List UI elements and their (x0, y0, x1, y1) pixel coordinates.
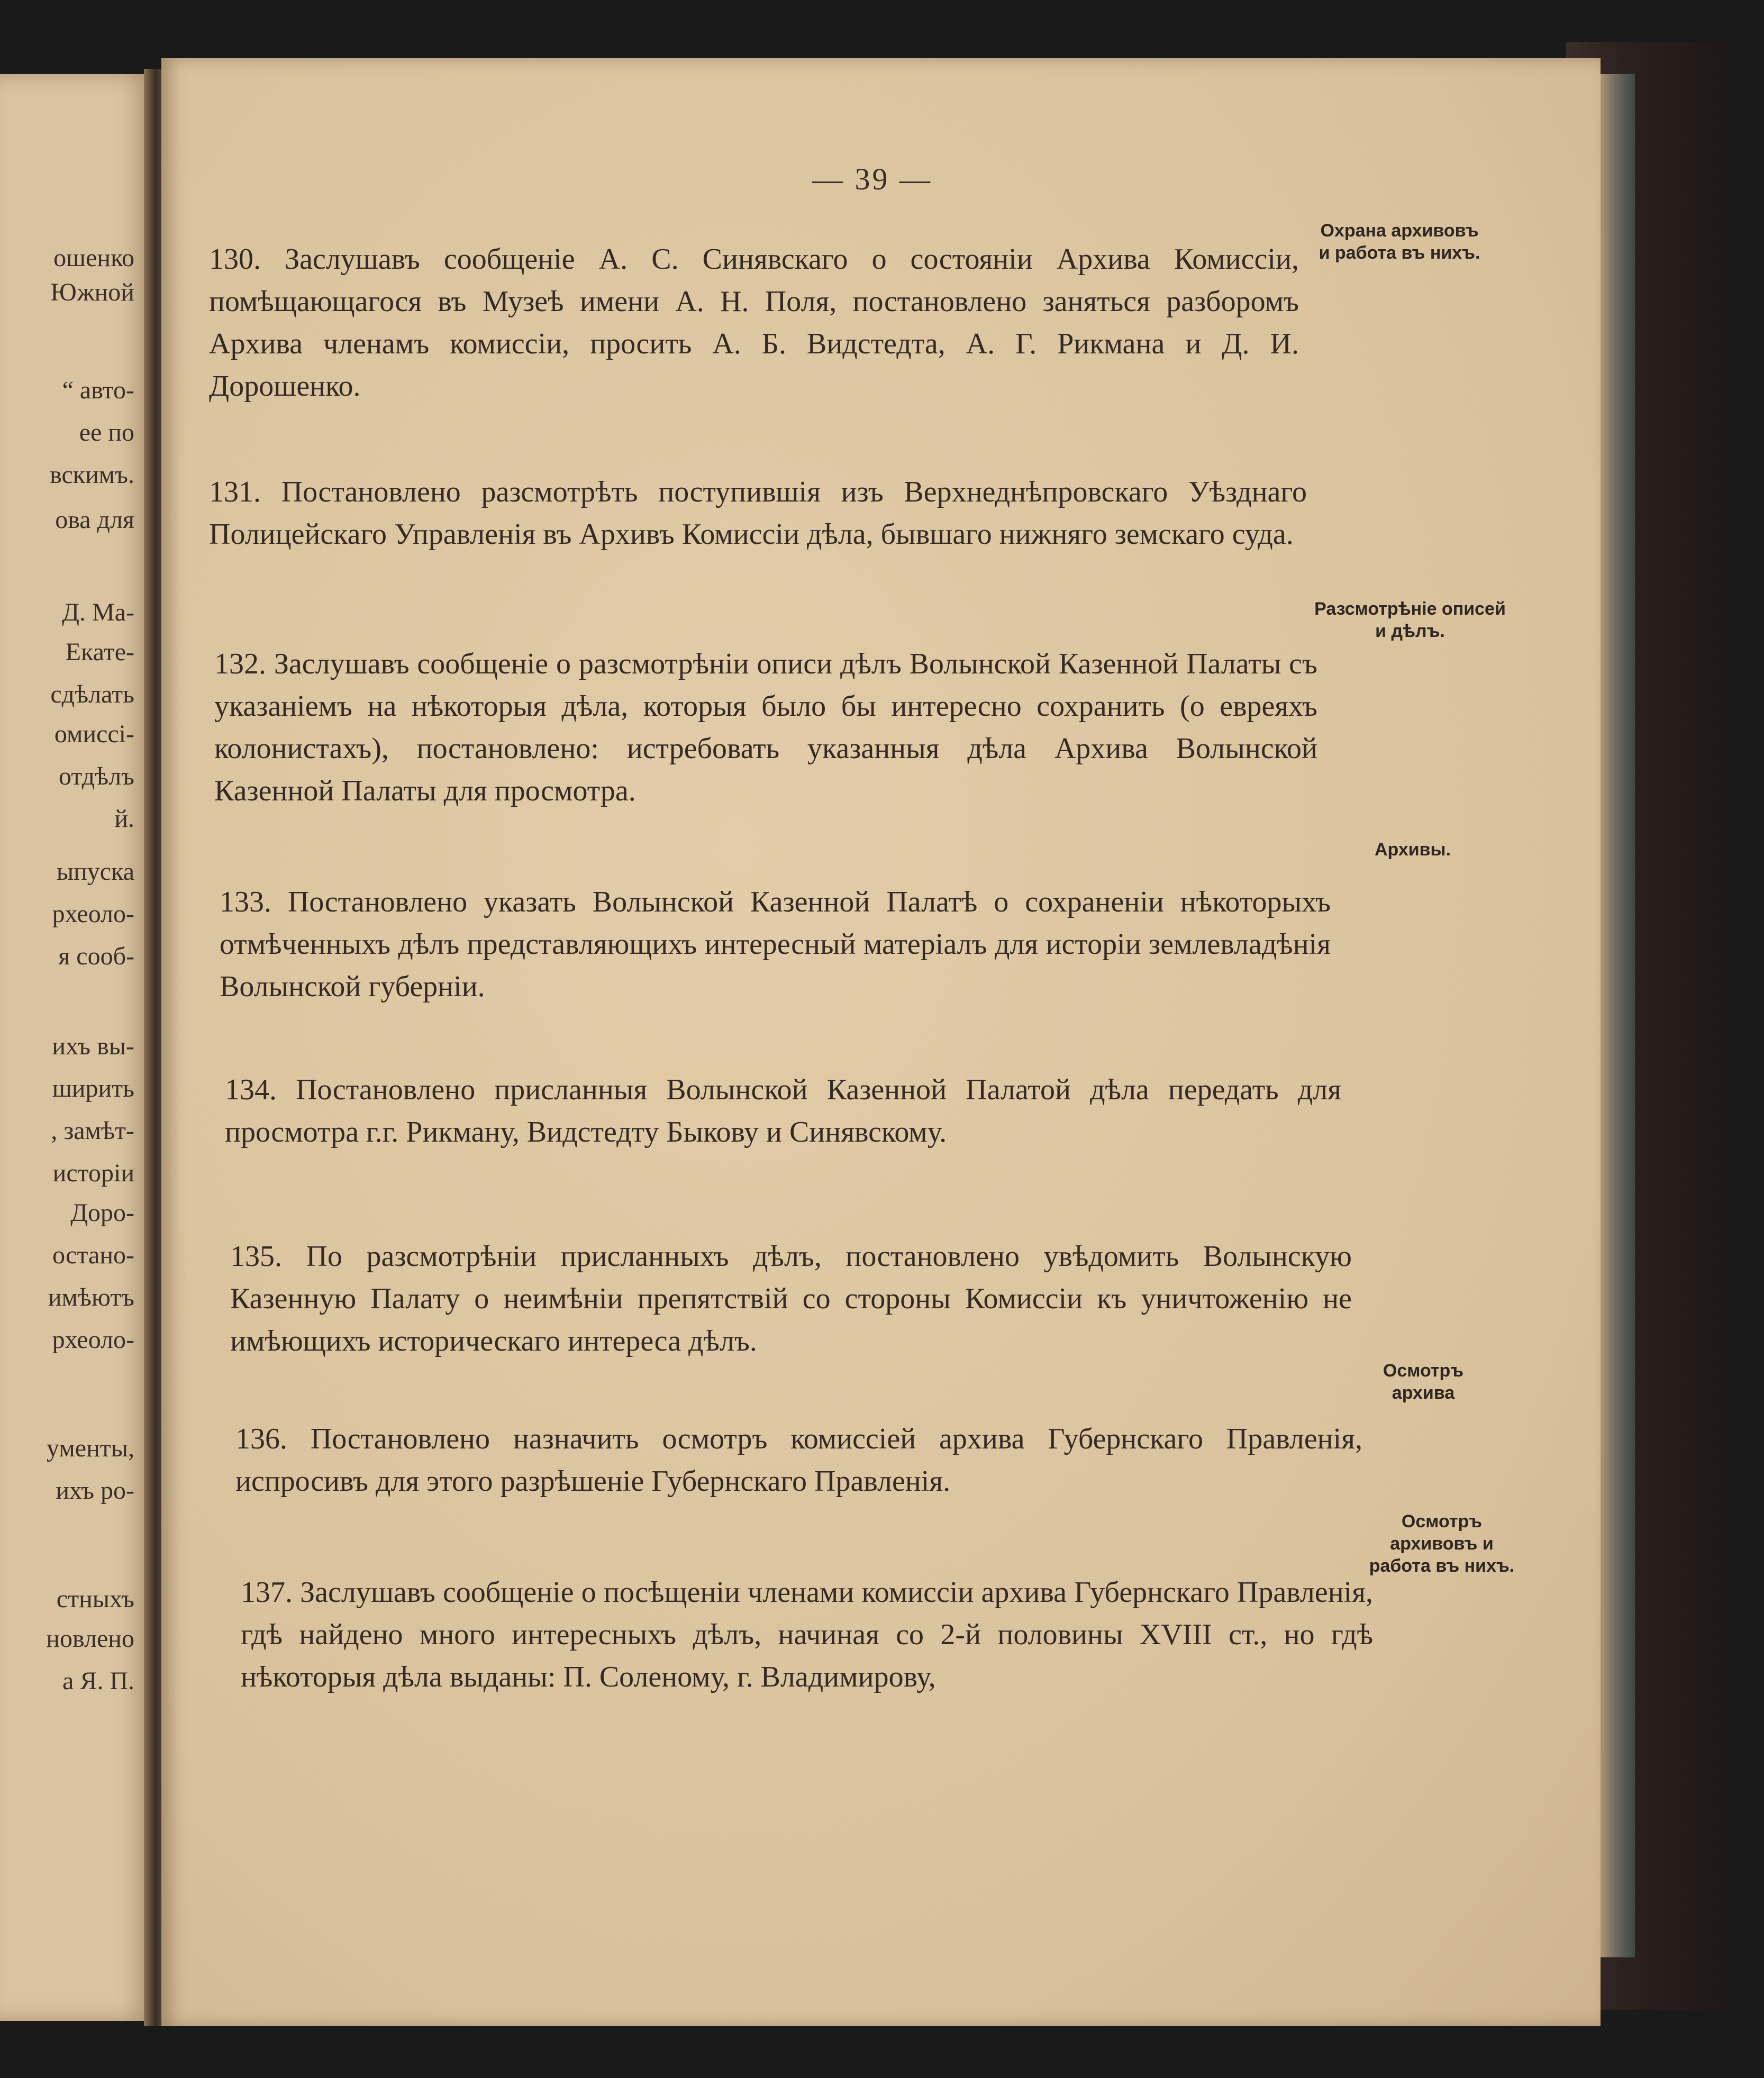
paragraph-136: 136. Постановлено назначить осмотръ комиссіей архива Губернскаго Правленія, испросивъ для этого разрѣшеніе Губернскаго Правленія. (235, 1423, 1362, 1498)
previous-page-line: Екате- (65, 638, 134, 666)
previous-page-line: “ авто- (62, 376, 134, 404)
previous-page-line: вскимъ. (50, 461, 134, 489)
previous-page-line: , замѣт- (51, 1117, 134, 1145)
previous-page-line: Доро- (70, 1199, 134, 1227)
paragraph-137: 137. Заслушавъ сообщеніе о посѣщеніи членами комиссіи архива Губернскаго Правленія, гдѣ найдено много интересныхъ дѣлъ, начиная со 2-й половины XVIII ст., но гдѣ нѣкоторыя дѣла выданы: П. Соленому, г. Владимирову, (241, 1576, 1373, 1693)
previous-page-line: а Я. П. (62, 1667, 134, 1695)
previous-page-line: сдѣлать (50, 680, 134, 708)
paragraph-133: 133. Постановлено указать Волынской Казенной Палатѣ о сохраненіи нѣкоторыхъ отмѣченныхъ дѣлъ представляющихъ интересный матеріалъ для исторіи землевладѣнія Волынской губерніи. (220, 886, 1331, 1003)
previous-page-line: й. (114, 805, 134, 833)
margin-note-archives-protection: Охрана архивовъ и работа въ нихъ. (1319, 221, 1480, 263)
main-page (161, 58, 1601, 2026)
previous-page-line: имѣютъ (48, 1283, 134, 1311)
previous-page-line: ихъ вы- (52, 1032, 134, 1060)
previous-page-line: я сооб- (58, 942, 134, 970)
previous-page-line: ее по (79, 418, 134, 446)
previous-page-line: ошенко (53, 244, 134, 272)
paragraph-134: 134. Постановлено присланныя Волынской Казенной Палатой дѣла передать для просмотра г.г. Рикману, Видстедту Быкову и Синявскому. (225, 1073, 1341, 1149)
previous-page-line: рхеоло- (52, 1326, 134, 1354)
previous-page-line: ыпуска (56, 858, 134, 886)
margin-note-archives: Архивы. (1374, 840, 1451, 860)
paragraph-130: 130. Заслушавъ сообщеніе А. С. Синявскаго о состояніи Архива Комиссіи, помѣщающагося въ Музеѣ имени А. Н. Поля, постановлено заняться разборомъ Архива членамъ комиссіи, просить А. Б. Видстедта, А. Г. Рикмана и Д. И. Дорошенко. (209, 243, 1299, 403)
previous-page-line: ументы, (47, 1434, 134, 1462)
previous-page-line: исторіи (52, 1159, 134, 1187)
previous-page-line: стныхъ (56, 1585, 134, 1613)
margin-note-inventory-review: Разсмотрѣніе описей и дѣлъ. (1314, 599, 1506, 641)
previous-page-line: ихъ ро- (56, 1477, 134, 1505)
previous-page-line: Д. Ма- (62, 598, 134, 626)
paragraph-131: 131. Постановлено разсмотрѣть поступившія изъ Верхнеднѣпровскаго Уѣзднаго Полицейскаго Управленія въ Архивъ Комиссіи дѣла, бывшаго нижняго земскаго суда. (209, 476, 1307, 551)
paragraph-132: 132. Заслушавъ сообщеніе о разсмотрѣніи описи дѣлъ Волынской Казенной Палаты съ указаніемъ на нѣкоторыя дѣла, которыя было бы интересно сохранить (о евреяхъ колонистахъ), постановлено: истребовать указанныя дѣла Архива Волынской Казенной Палаты для просмотра. (214, 648, 1317, 807)
previous-page-line: рхеоло- (52, 900, 134, 928)
previous-page-line: Южной (50, 278, 134, 306)
margin-note-archive-inspection: Осмотръ архива (1383, 1361, 1464, 1403)
previous-page-line: остано- (52, 1241, 134, 1269)
previous-page-line: ова для (55, 506, 134, 534)
margin-note-archives-inspection-work: Осмотръ архивовъ и работа въ нихъ. (1369, 1511, 1515, 1576)
previous-page-line: отдѣлъ (59, 762, 134, 790)
previous-page-line: ширить (52, 1074, 134, 1102)
previous-page-line: омиссі- (54, 720, 134, 748)
previous-page-line: новлено (46, 1625, 134, 1653)
paragraph-135: 135. По разсмотрѣніи присланныхъ дѣлъ, постановлено увѣдомить Волынскую Казенную Палату о неимѣніи препятствій со стороны Комиссіи къ уничтоженію не имѣющихъ историческаго интереса дѣлъ. (230, 1240, 1352, 1357)
page-number: — 39 — (812, 162, 932, 196)
previous-page (0, 74, 153, 2021)
